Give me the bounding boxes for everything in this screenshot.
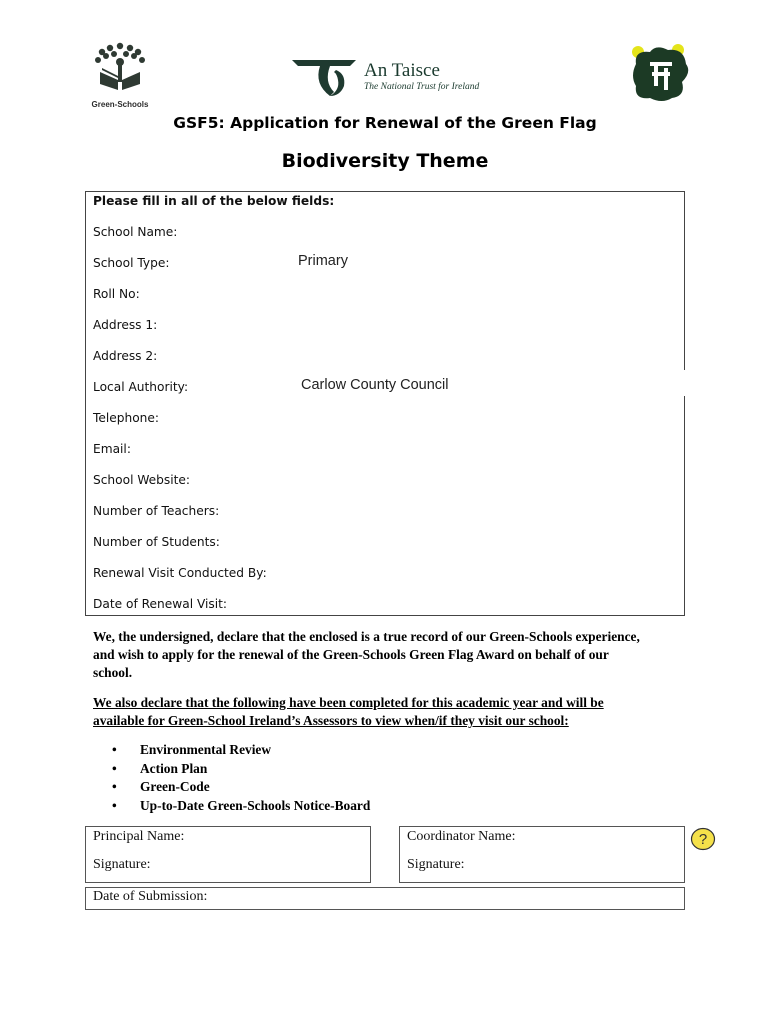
- address-1-label: Address 1:: [93, 318, 158, 332]
- help-question-icon: [690, 827, 716, 851]
- principal-signature-label: Signature:: [93, 857, 151, 872]
- list-item: • Environmental Review: [112, 741, 370, 760]
- also-declare-text: [93, 694, 683, 730]
- local-authority-label: Local Authority:: [93, 380, 189, 394]
- coordinator-signature-label: Signature:: [407, 857, 465, 872]
- address-2-label: Address 2:: [93, 349, 158, 363]
- eco-schools-icon: [628, 42, 692, 106]
- green-schools-tree-icon: [88, 42, 152, 100]
- help-symbol: ?: [698, 831, 708, 848]
- green-schools-label: Green-Schools: [91, 100, 149, 109]
- coordinator-name-label: Coordinator Name:: [407, 829, 516, 844]
- help-button[interactable]: [690, 827, 716, 851]
- date-of-renewal-visit-label: Date of Renewal Visit:: [93, 597, 228, 611]
- local-authority-field[interactable]: Carlow County Council: [301, 377, 449, 393]
- list-item: • Action Plan: [112, 760, 370, 779]
- number-of-students-label: Number of Students:: [93, 535, 220, 549]
- green-schools-logo: [88, 42, 152, 114]
- an-taisce-name: An Taisce: [364, 60, 440, 81]
- email-label: Email:: [93, 442, 131, 456]
- also-declare-line-1: We also declare that the following have been completed for this academic year and will be: [93, 695, 604, 710]
- an-taisce-logo: [290, 56, 490, 100]
- roll-no-label: Roll No:: [93, 287, 140, 301]
- theme-title: Biodiversity Theme: [281, 150, 489, 172]
- list-item: • Up-to-Date Green-Schools Notice-Board: [112, 797, 370, 816]
- declaration-line-3: school.: [93, 665, 133, 680]
- page-title: GSF5: Application for Renewal of the Green Flag: [173, 114, 597, 132]
- number-of-teachers-label: Number of Teachers:: [93, 504, 220, 518]
- list-item: • Green-Code: [112, 778, 370, 797]
- declaration-line-2: and wish to apply for the renewal of the Green-Schools Green Flag Award on behalf of our: [93, 647, 609, 662]
- school-type-label: School Type:: [93, 256, 170, 270]
- declaration-line-1: We, the undersigned, declare that the enclosed is a true record of our Green-Schools experience,: [93, 629, 640, 644]
- school-website-label: School Website:: [93, 473, 191, 487]
- eco-schools-logo: [628, 42, 692, 106]
- school-details-box: [85, 191, 685, 616]
- school-type-field[interactable]: Primary: [298, 253, 348, 269]
- declaration-text: [93, 628, 683, 682]
- an-taisce-emblem-icon: [290, 56, 360, 100]
- school-name-label: School Name:: [93, 225, 178, 239]
- also-declare-line-2: available for Green-School Ireland’s Assessors to view when/if they visit our school:: [93, 713, 569, 728]
- renewal-visit-conducted-by-label: Renewal Visit Conducted By:: [93, 566, 267, 580]
- completed-items-list: [112, 741, 370, 816]
- telephone-label: Telephone:: [93, 411, 159, 425]
- box-border-gap: [682, 370, 686, 396]
- principal-name-label: Principal Name:: [93, 829, 185, 844]
- fields-instruction: Please fill in all of the below fields:: [93, 194, 335, 208]
- date-of-submission-label: Date of Submission:: [93, 889, 208, 904]
- an-taisce-tagline: The National Trust for Ireland: [364, 82, 480, 92]
